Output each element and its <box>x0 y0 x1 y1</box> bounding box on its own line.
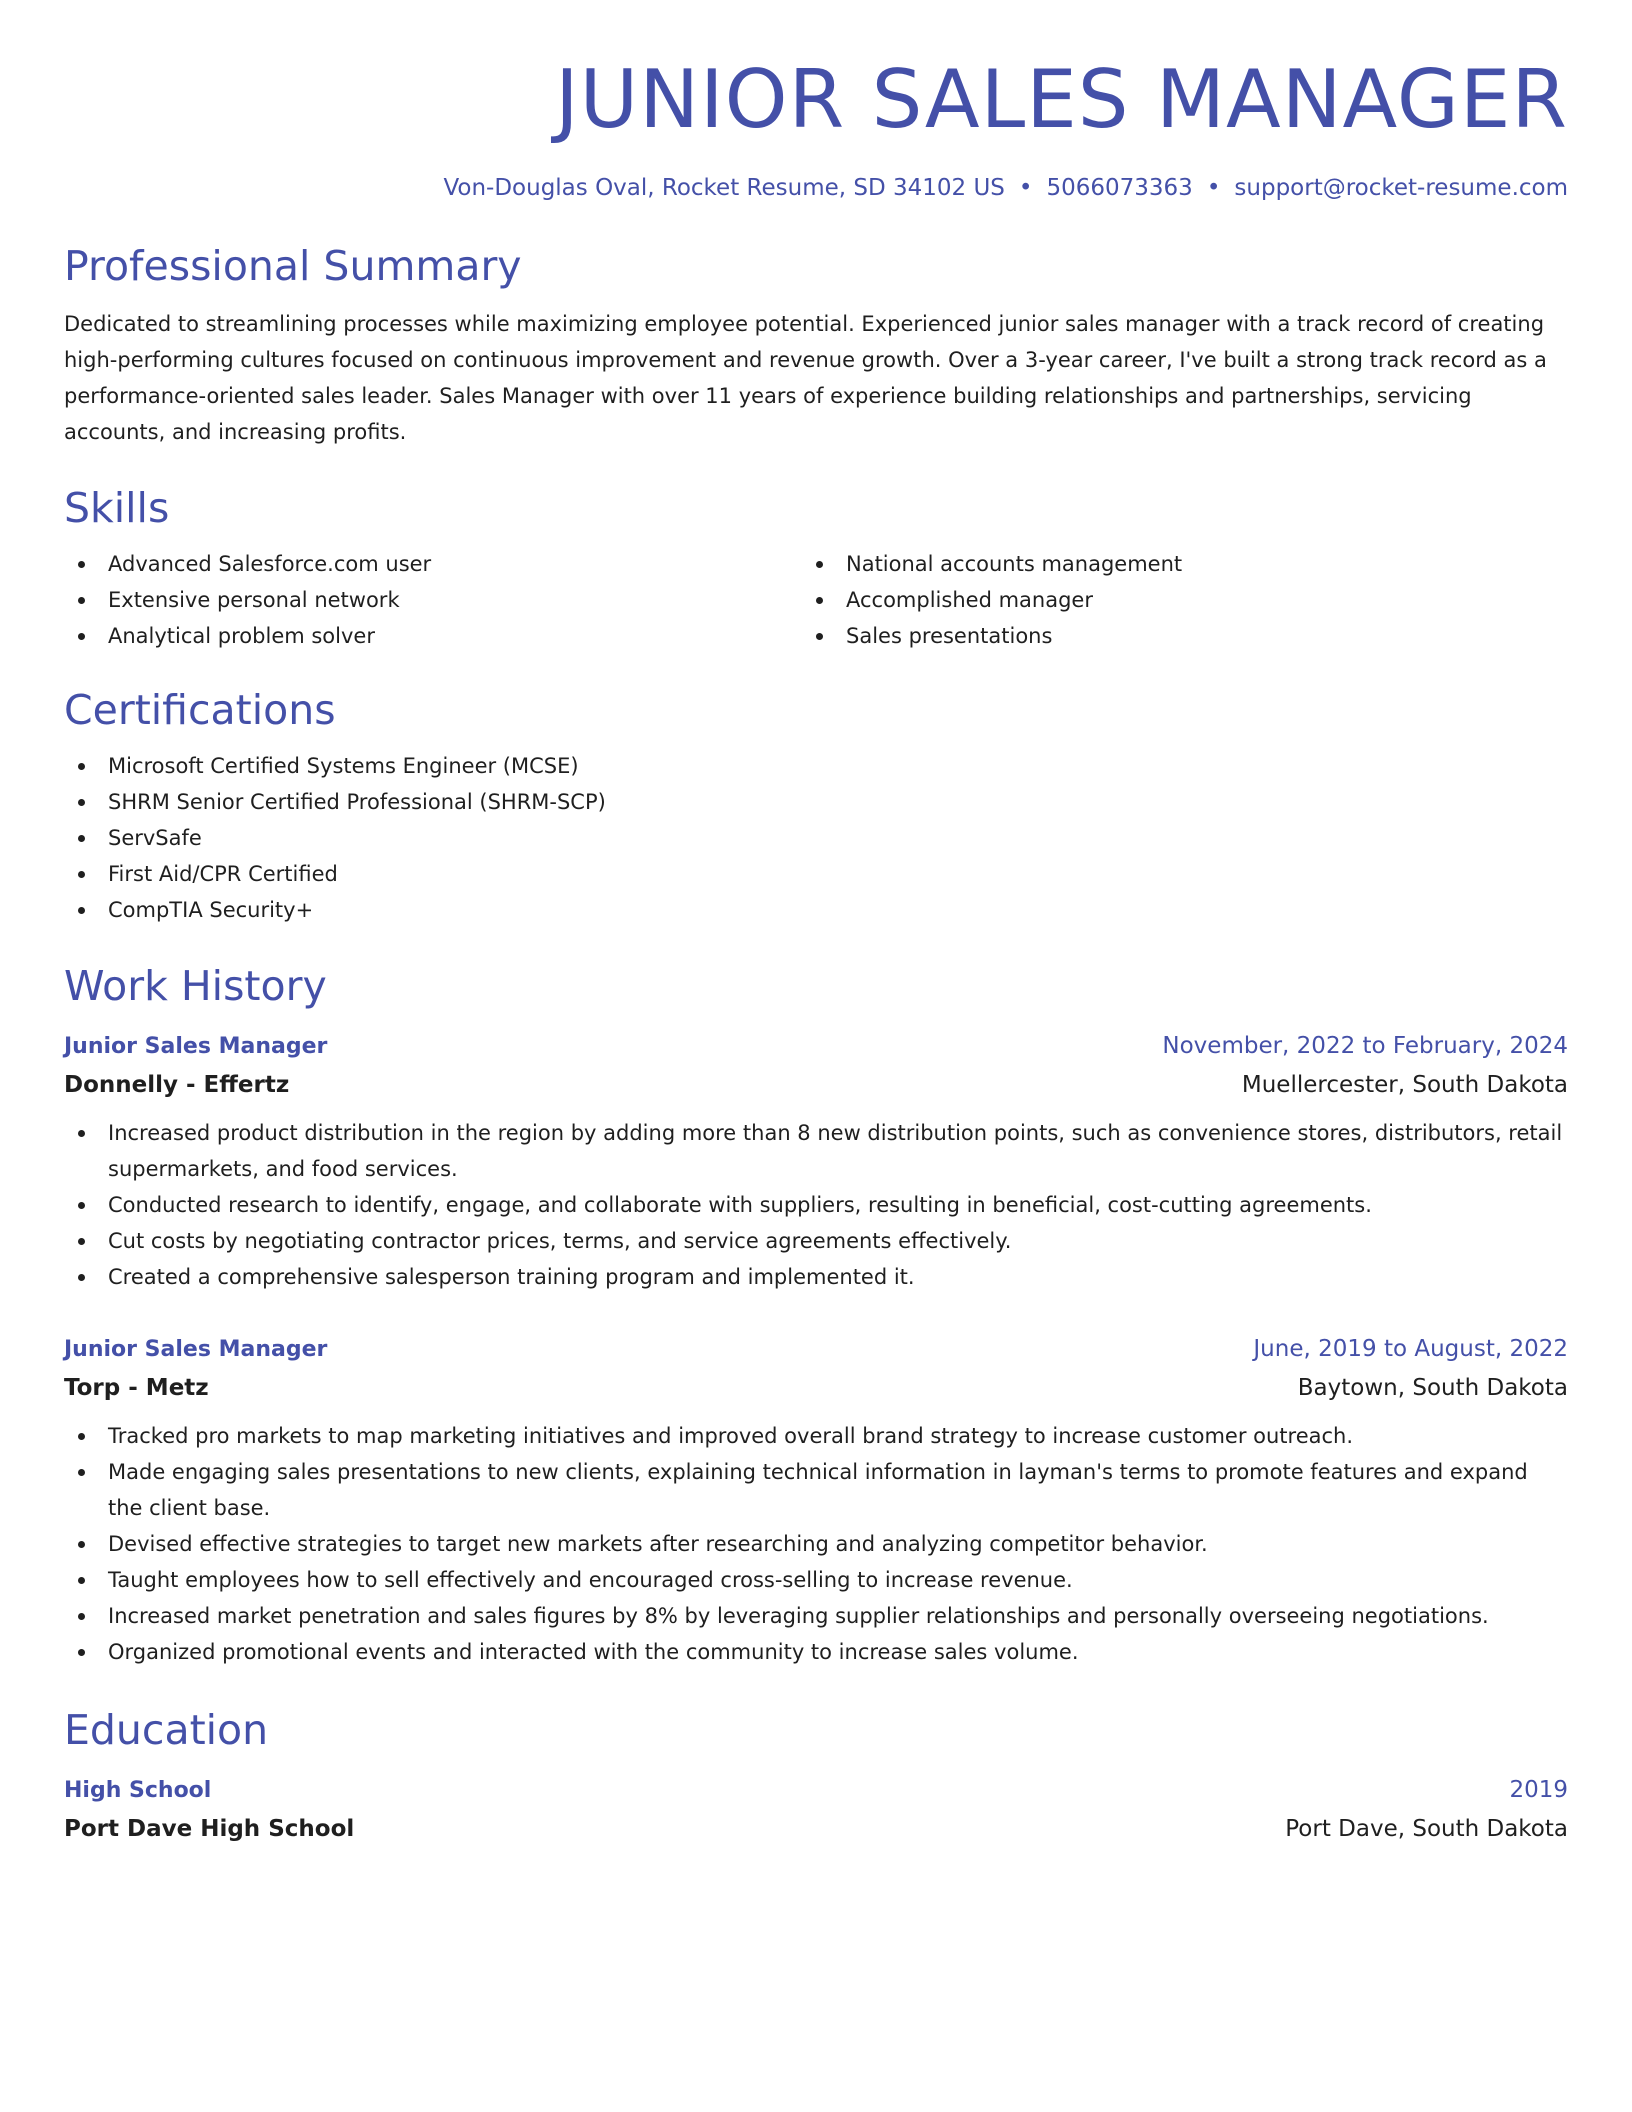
job-bullet: Taught employees how to sell effectively and encouraged cross-selling to increase revenue. <box>64 1562 1568 1598</box>
skill-item: Analytical problem solver <box>64 618 802 654</box>
candidate-name: JUNIOR SALES MANAGER <box>555 53 1568 146</box>
education-heading: Education <box>64 1706 269 1754</box>
contact-separator: • <box>1018 175 1033 201</box>
skill-item: Advanced Salesforce.com user <box>64 546 802 582</box>
summary-text: Dedicated to streamlining processes while maximizing employee potential. Experienced junior sales manager with a track record of creating high-performing cultures focused on continuous improvement and revenue growth. Over a 3-year career, I've built a strong track record as a performance-oriented sales leader. Sales Manager with over 11 years of experience building relationships and partnerships, servicing accounts, and increasing profits. <box>64 312 1547 444</box>
job-bullet: Organized promotional events and interacted with the community to increase sales volume. <box>64 1634 1568 1670</box>
job-bullet: Made engaging sales presentations to new clients, explaining technical information in layman's terms to promote features and expand the client base. <box>64 1454 1568 1526</box>
job-entry <box>64 1028 1568 1295</box>
job-bullet: Conducted research to identify, engage, and collaborate with suppliers, resulting in beneficial, cost-cutting agreements. <box>64 1187 1568 1223</box>
certification-item: SHRM Senior Certified Professional (SHRM-SCP) <box>64 784 1568 820</box>
summary-section <box>64 238 1568 450</box>
skill-item: Sales presentations <box>802 618 1540 654</box>
job-bullet: Cut costs by negotiating contractor prices, terms, and service agreements effectively. <box>64 1223 1568 1259</box>
job-dates: June, 2019 to August, 2022 <box>1253 1336 1568 1362</box>
education-school: Port Dave High School <box>64 1816 355 1842</box>
certification-item: ServSafe <box>64 820 1568 856</box>
job-bullet: Increased market penetration and sales figures by 8% by leveraging supplier relationships and personally overseeing negotiations. <box>64 1598 1568 1634</box>
certification-item: First Aid/CPR Certified <box>64 856 1568 892</box>
contact-address: Von-Douglas Oval, Rocket Resume, SD 34102 US <box>443 175 1005 201</box>
job-bullet: Tracked pro markets to map marketing initiatives and improved overall brand strategy to increase customer outreach. <box>64 1418 1568 1454</box>
work-history-heading: Work History <box>64 962 327 1010</box>
job-entry <box>64 1331 1568 1670</box>
certification-item: Microsoft Certified Systems Engineer (MCSE) <box>64 748 1568 784</box>
contact-separator: • <box>1206 175 1221 201</box>
job-company: Donnelly - Effertz <box>64 1072 290 1098</box>
skills-section <box>64 480 1568 654</box>
education-year: 2019 <box>1509 1777 1568 1803</box>
skill-item: Accomplished manager <box>802 582 1540 618</box>
skill-item: Extensive personal network <box>64 582 802 618</box>
job-location: Baytown, South Dakota <box>1297 1375 1568 1401</box>
skills-grid <box>64 546 1568 654</box>
education-degree: High School <box>64 1778 212 1803</box>
job-bullet: Increased product distribution in the region by adding more than 8 new distribution points, such as convenience stores, distributors, retail supermarkets, and food services. <box>64 1115 1568 1187</box>
certification-item: CompTIA Security+ <box>64 892 1568 928</box>
certifications-section <box>64 682 1568 928</box>
education-entry <box>64 1772 1568 1849</box>
skills-column-right <box>802 546 1540 654</box>
education-section <box>64 1702 1568 1849</box>
education-location: Port Dave, South Dakota <box>1285 1816 1568 1842</box>
job-bullet: Devised effective strategies to target new markets after researching and analyzing competitor behavior. <box>64 1526 1568 1562</box>
certifications-heading: Certifications <box>64 686 336 734</box>
job-title: Junior Sales Manager <box>64 1034 328 1059</box>
contact-phone: 5066073363 <box>1046 175 1193 201</box>
job-location: Muellercester, South Dakota <box>1241 1072 1568 1098</box>
contact-line <box>64 172 1568 204</box>
contact-email[interactable]: support@rocket-resume.com <box>1234 175 1568 201</box>
work-history-section <box>64 958 1568 1670</box>
job-bullet: Created a comprehensive salesperson training program and implemented it. <box>64 1259 1568 1295</box>
job-dates: November, 2022 to February, 2024 <box>1162 1033 1568 1059</box>
skills-heading: Skills <box>64 484 170 532</box>
summary-heading: Professional Summary <box>64 242 522 290</box>
skills-column-left <box>64 546 802 654</box>
job-title: Junior Sales Manager <box>64 1337 328 1362</box>
skill-item: National accounts management <box>802 546 1540 582</box>
job-company: Torp - Metz <box>64 1375 209 1401</box>
